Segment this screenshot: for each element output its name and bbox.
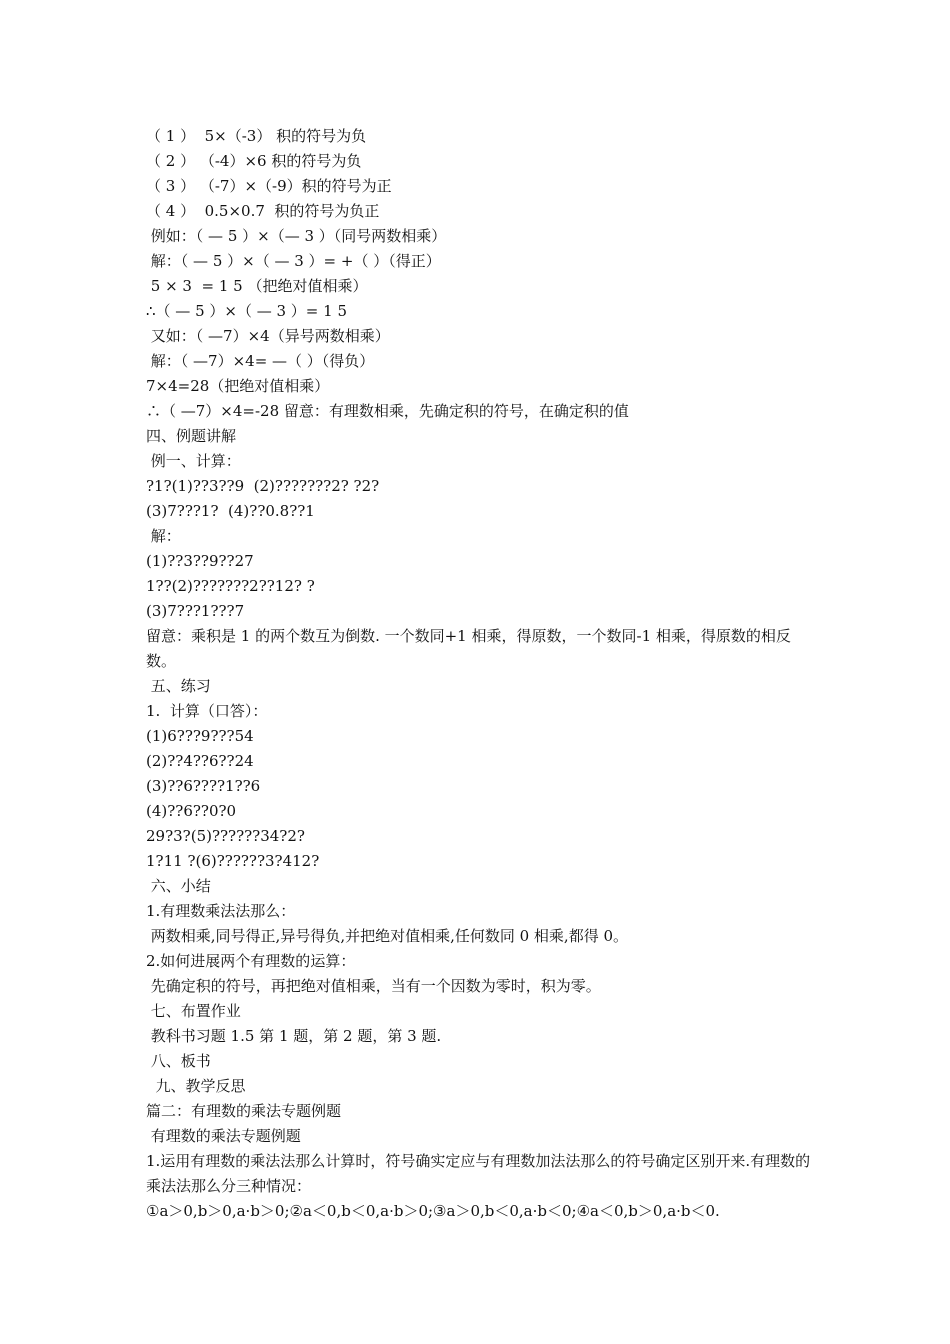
text-line: （ 3 ） （-7）×（-9）积的符号为正 (146, 177, 392, 195)
text-paragraph: 1.运用有理数的乘法法那么计算时，符号确实定应与有理数加法法那么的符号确定区别开来.有理数的乘法法那么分三种情况： (146, 1152, 811, 1195)
section-heading: 篇二：有理数的乘法专题例题 (146, 1102, 342, 1120)
text-line: (1)??3??9??27 (146, 552, 254, 570)
document-body (146, 124, 816, 1224)
text-line: 1. 计算（口答）： (146, 702, 268, 720)
text-line: 解： (146, 527, 181, 545)
text-line: ?1?(1)??3??9 (2)???????2? ?2? (146, 477, 380, 495)
text-line: 先确定积的符号，再把绝对值相乘，当有一个因数为零时，积为零。 (146, 977, 601, 995)
text-line: 例如：（ — 5 ）×（— 3 ）（同号两数相乘） (146, 227, 447, 245)
text-line: 教科书习题 1.5 第 1 题，第 2 题，第 3 题. (146, 1027, 442, 1045)
text-line: 5 × 3 = 1 5 （把绝对值相乘） (146, 277, 368, 295)
text-line: 1?11 ?(6)??????3?412? (146, 852, 320, 870)
text-line: ∴（ — 5 ）×（ — 3 ）= 1 5 (146, 302, 347, 320)
text-line: (3)??6????1??6 (146, 777, 261, 795)
text-line: 例一、计算： (146, 452, 241, 470)
text-line: 两数相乘,同号得正,异号得负,并把绝对值相乘,任何数同 0 相乘,都得 0。 (146, 927, 629, 945)
text-line: 有理数的乘法专题例题 (146, 1127, 301, 1145)
section-heading: 四、例题讲解 (146, 427, 237, 445)
text-line: (2)??4??6??24 (146, 752, 254, 770)
section-heading: 九、教学反思 (146, 1077, 246, 1095)
text-line: 1.有理数乘法法那么： (146, 902, 296, 920)
text-line: 1??(2)???????2??12? ? (146, 577, 315, 595)
text-line: (4)??6??0?0 (146, 802, 237, 820)
text-line: (3)7???1? (4)??0.8??1 (146, 502, 315, 520)
text-line: （ 4 ） 0.5×0.7 积的符号为负正 (146, 202, 380, 220)
text-paragraph: 留意：乘积是 1 的两个数互为倒数. 一个数同+1 相乘，得原数，一个数同-1 相乘，得原数的相反数。 (146, 627, 791, 670)
text-line: (1)6???9???54 (146, 727, 254, 745)
text-line: 29?3?(5)??????34?2? (146, 827, 305, 845)
section-heading: 八、板书 (146, 1052, 211, 1070)
text-line: 7×4=28（把绝对值相乘） (146, 377, 330, 395)
section-heading: 五、练习 (146, 677, 211, 695)
text-line: (3)7???1???7 (146, 602, 245, 620)
text-line: 2.如何进展两个有理数的运算： (146, 952, 356, 970)
text-line: （ 1 ） 5×（-3） 积的符号为负 (146, 127, 367, 145)
section-heading: 六、小结 (146, 877, 211, 895)
section-heading: 七、布置作业 (146, 1002, 241, 1020)
text-line: （ 2 ） （-4）×6 积的符号为负 (146, 152, 362, 170)
text-line: 解：（ —7）×4= —（ ）（得负） (146, 352, 375, 370)
text-line: ①a＞0,b＞0,a·b＞0;②a＜0,b＜0,a·b＞0;③a＞0,b＜0,a·b＜0;④a＜0,b＞0,a·b＜0. (146, 1202, 720, 1220)
text-line: 又如：（ —7）×4（异号两数相乘） (146, 327, 390, 345)
text-line: ∴（ —7）×4=-28 留意：有理数相乘，先确定积的符号，在确定积的值 (146, 402, 629, 420)
text-line: 解：（ — 5 ）×（ — 3 ）= +（ ）（得正） (146, 252, 441, 270)
